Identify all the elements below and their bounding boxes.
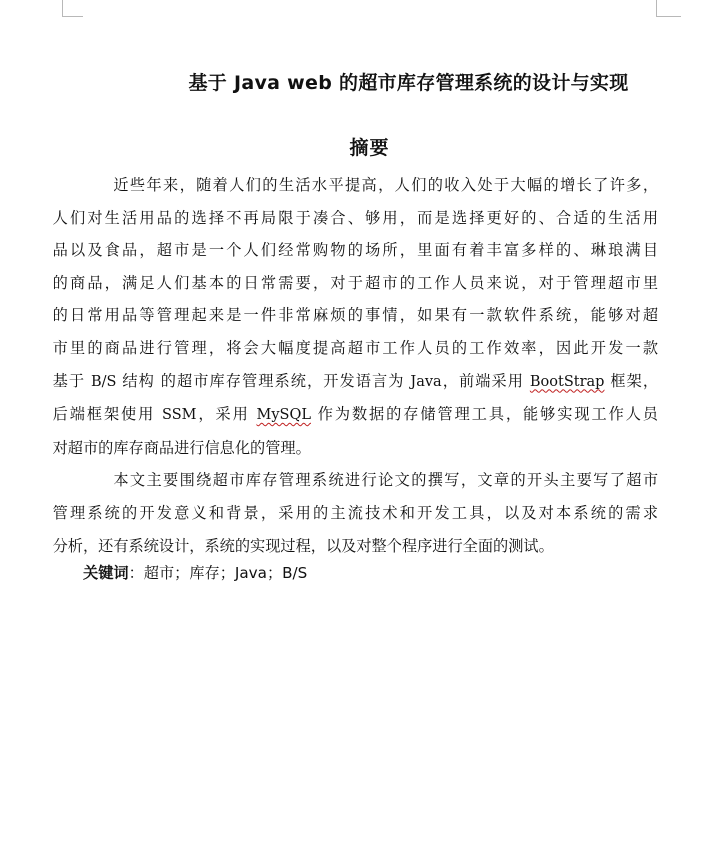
paragraph-line: 市里的商品进行管理，将会大幅度提高超市工作人员的工作效率，因此开发一款 bbox=[52, 338, 658, 357]
paragraph-line: 人们对生活用品的选择不再局限于凑合、够用，而是选择更好的、合适的生活用 bbox=[52, 208, 658, 227]
keywords-line bbox=[83, 562, 307, 583]
abstract-body bbox=[52, 169, 659, 562]
text-run: 基于 bbox=[52, 371, 91, 390]
text-run: 后端框架使用 bbox=[52, 405, 163, 424]
abstract-paragraph-2 bbox=[52, 464, 658, 562]
paragraph-line: 管理系统的开发意义和背景，采用的主流技术和开发工具，以及对本系统的需求 bbox=[52, 503, 658, 522]
abstract-heading: 摘要 bbox=[349, 137, 390, 159]
paragraph-line: 的日常用品等管理起来是一件非常麻烦的事情，如果有一款软件系统，能够对超 bbox=[52, 306, 658, 325]
paragraph-line: 近些年来，随着人们的生活水平提高，人们的收入处于大幅的增长了许多， bbox=[113, 176, 658, 194]
text-run: 作为数据的存储管理工具，能够实现工作人员 bbox=[310, 405, 658, 424]
keywords-label: 关键词 bbox=[83, 564, 129, 582]
paragraph-line: 分析，还有系统设计，系统的实现过程，以及对整个程序进行全面的测试。 bbox=[52, 536, 554, 555]
text-run: ，前端采用 bbox=[441, 371, 530, 390]
paragraph-line: 品以及食品，超市是一个人们经常购物的场所，里面有着丰富多样的、琳琅满目 bbox=[52, 241, 658, 260]
crop-mark-top-left bbox=[62, 0, 83, 17]
text-run: ，采用 bbox=[196, 405, 257, 424]
text-run: 结构 的超市库存管理系统，开发语言为 bbox=[116, 371, 411, 390]
spellcheck-word-bootstrap: BootStrap bbox=[529, 373, 605, 390]
text-run: 框架， bbox=[604, 371, 659, 390]
text-run: B/S bbox=[91, 373, 117, 390]
paragraph-line: 的商品，满足人们基本的日常需要，对于超市的工作人员来说，对于管理超市里 bbox=[52, 273, 658, 292]
spellcheck-word-mysql: MySQL bbox=[256, 407, 311, 424]
document-title: 基于 Java web 的超市库存管理系统的设计与实现 bbox=[188, 72, 629, 94]
paragraph-line bbox=[52, 398, 658, 432]
abstract-paragraph-1 bbox=[52, 169, 659, 464]
text-run: SSM bbox=[162, 407, 197, 424]
text-run: Java bbox=[410, 373, 442, 390]
paragraph-line: 本文主要围绕超市库存管理系统进行论文的撰写，文章的开头主要写了超市 bbox=[113, 471, 658, 490]
paragraph-line bbox=[52, 365, 659, 399]
crop-mark-top-right bbox=[656, 0, 681, 17]
keywords-value: ：超市；库存；Java；B/S bbox=[128, 564, 308, 582]
paragraph-line: 对超市的库存商品进行信息化的管理。 bbox=[52, 438, 311, 457]
